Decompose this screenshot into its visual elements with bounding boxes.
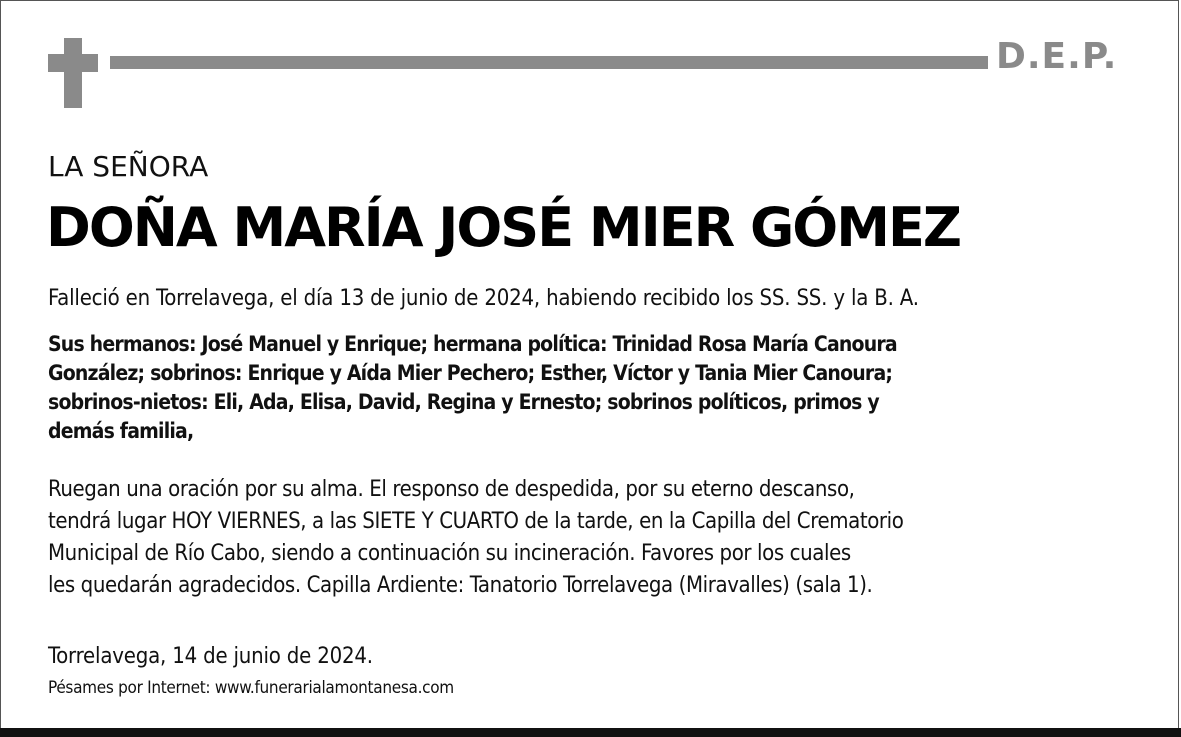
dep-label: D.E.P. — [996, 36, 1118, 77]
honorific: LA SEÑORA — [48, 150, 209, 183]
service-line: Municipal de Río Cabo, siendo a continuación su incineración. Favores por los cuales — [48, 541, 851, 566]
header-rule — [110, 56, 988, 69]
deceased-name: DOÑA MARÍA JOSÉ MIER GÓMEZ — [46, 196, 960, 259]
service-line: Ruegan una oración por su alma. El responso de despedida, por su eterno descanso, — [48, 477, 855, 502]
family-line: demás familia, — [48, 419, 194, 443]
service-line: tendrá lugar HOY VIERNES, a las SIETE Y CUARTO de la tarde, en la Capilla del Crematorio — [48, 509, 904, 534]
condolences-link[interactable]: Pésames por Internet: www.funerarialamontanesa.com — [48, 678, 454, 698]
family-line: González; sobrinos: Enrique y Aída Mier Pechero; Esther, Víctor y Tania Mier Canoura; — [48, 361, 893, 385]
cross-icon — [48, 38, 98, 108]
service-paragraph — [48, 474, 1148, 602]
family-paragraph — [48, 330, 1078, 446]
family-line: sobrinos-nietos: Eli, Ada, Elisa, David, Regina y Ernesto; sobrinos políticos, primos y — [48, 390, 879, 414]
bottom-rule — [0, 728, 1181, 737]
death-notice: Falleció en Torrelavega, el día 13 de junio de 2024, habiendo recibido los SS. SS. y la B. A. — [48, 286, 919, 311]
place-date: Torrelavega, 14 de junio de 2024. — [48, 644, 373, 669]
service-line: les quedarán agradecidos. Capilla Ardiente: Tanatorio Torrelavega (Miravalles) (sala 1). — [48, 573, 873, 598]
family-line: Sus hermanos: José Manuel y Enrique; hermana política: Trinidad Rosa María Canoura — [48, 332, 897, 356]
